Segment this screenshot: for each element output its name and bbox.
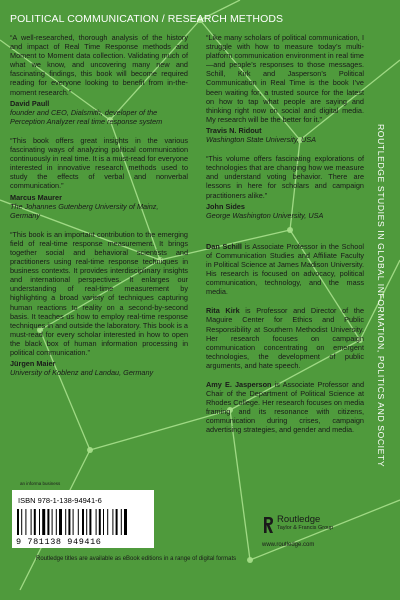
endorsement-quote: “Like many scholars of political communication, I struggle with how to measure today’s multi-platform communication environment in real time—and people’s responses to those messages. Schill, Kirk and Jasperson’s Political Communication in Real Time is the book I’ve been waiting for, a trusted source for the latest on how to tap what people are saying and thinking right now on social and digital media. My research will be the better for it.” (206, 33, 364, 124)
endorser-name: David Paull (10, 98, 50, 108)
author-bio-text: is Associate Professor and Chair of the Department of Political Science at Rhodes College. Her research focuses on media framing and its resonance with citizens, communication during crises, campaign advertising strategies, and gender and media. (206, 380, 364, 435)
right-column (206, 33, 364, 435)
isbn-label: ISBN 978-1-138-94941-6 (18, 496, 102, 505)
author-name: Dan Schill (206, 241, 242, 251)
author-name: Rita Kirk (206, 306, 240, 316)
author-name: Amy E. Jasperson (206, 380, 272, 389)
endorsement (10, 136, 188, 220)
author-bio (206, 306, 364, 370)
left-column (10, 33, 188, 377)
routledge-logo-icon (262, 516, 274, 534)
endorser-affiliation: The Johannes Gutenberg University of Mainz, Germany (10, 201, 159, 220)
ebook-note: Routledge titles are available as eBook editions in a range of digital formats (36, 556, 237, 562)
endorser-affiliation: George Washington University, USA (206, 210, 324, 220)
endorser-name: Jürgen Maier (10, 359, 56, 369)
endorsement-quote: “This volume offers fascinating explorations of technologies that are changing how we measure and understand voting behavior. There are lessons in here for scholars and campaign practitioners alike.” (206, 154, 364, 200)
endorsement (206, 154, 364, 220)
endorser-name: Marcus Maurer (10, 192, 62, 202)
barcode (16, 509, 148, 537)
informa-label: an informa business (20, 481, 61, 486)
series-spine (369, 59, 393, 533)
author-bio (206, 380, 364, 435)
endorser-name: Travis N. Ridout (206, 125, 262, 135)
publisher-tagline: Taylor & Francis Group (277, 525, 334, 531)
endorser-affiliation: founder and CEO, Dialsmith, developer of the Perception Analyzer real time response system (10, 107, 163, 126)
endorsement (10, 230, 188, 378)
publisher-name: Routledge (277, 514, 321, 525)
endorser-affiliation: University of Koblenz and Landau, Germany (10, 368, 154, 378)
barcode-number: 9 781138 949416 (16, 537, 102, 547)
endorsement-quote: “This book is an important contribution to the emerging field of real-time response measurement. It brings together social and behavioral scientists and practitioners using real-time response techniques in business contexts. It provides interdisciplinary insights and international perspectives. It enlarges our understanding of real-time measurement by highlighting a broad variety of techniques capturing human reactions to reality on a second-by-second basis. It teaches us how to employ real-time response techniques in and outside the laboratory. This book is a must-read for every scholar interested in how to open the black box of human information processing in political communication.” (10, 229, 188, 357)
endorsement (10, 33, 188, 126)
endorsement-quote: “This book offers great insights in the various fascinating ways of analyzing political communication continuously in real time. It is a must-read for everyone interested in innovative research methods used to study the effects of verbal and nonverbal communication.” (10, 135, 188, 191)
endorsement-quote: “A well-researched, thorough analysis of the history and impact of Real Time Response methods and Moment to Moment data collection. Validating much of what we know, and uncovering many new and fascinating findings, this book will become required reading for everyone looking to benefit from in-the-moment research.” (10, 33, 188, 97)
author-bio (206, 242, 364, 297)
endorser-affiliation: Washington State University, USA (206, 135, 317, 145)
endorser-name: John Sides (206, 201, 245, 211)
author-bio-text: is Associate Professor in the School of Communication Studies and Affiliate Faculty in Political Science at James Madison University. His research is focused on advocacy, political communication, technology, and the mass media. (206, 241, 364, 297)
endorsement (206, 33, 364, 144)
publisher-url: www.routledge.com (262, 542, 315, 548)
series-title: ROUTLEDGE STUDIES IN GLOBAL INFORMATION, POLITICS AND SOCIETY (376, 124, 386, 468)
subject-header: POLITICAL COMMUNICATION / RESEARCH METHODS (10, 13, 284, 25)
author-bio-text: is Professor and Director of the Maguire Center for Ethics and Public Responsibility at Southern Methodist University. Her research focuses on campaign communication concentrating on emergent technologies, the development of public arguments, and hate speech. (206, 306, 364, 370)
